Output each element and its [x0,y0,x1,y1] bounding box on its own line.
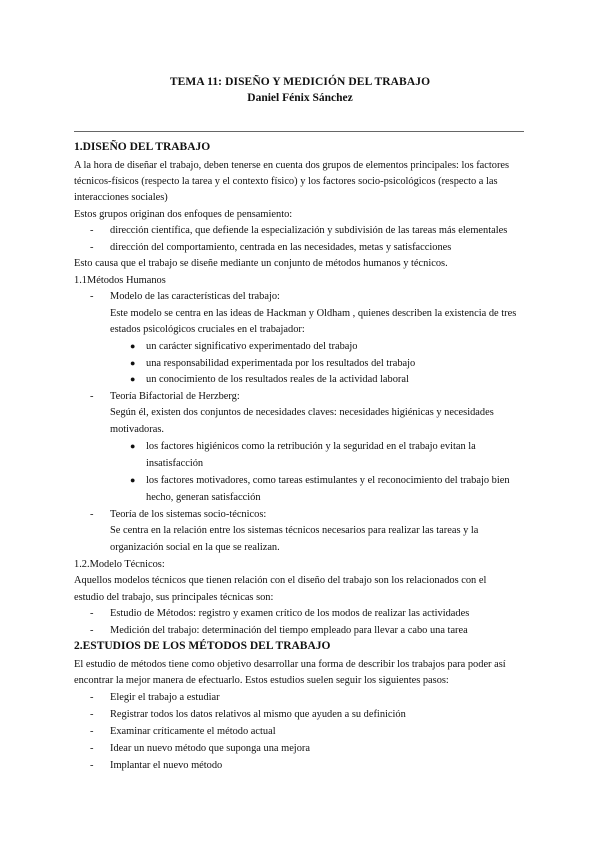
document-title: TEMA 11: DISEÑO Y MEDICIÓN DEL TRABAJO [169,76,431,88]
bullet-item: una responsabilidad experimentada por los resultados del trabajo [146,358,416,369]
bullet-item: un carácter significativo experimentado del trabajo [146,341,358,352]
paragraph-line: encontrar la mejor manera de efectuarlo. Estos estudios suelen seguir los siguientes pasos: [74,675,449,686]
dash-marker: - [90,692,94,703]
paragraph-line: Estos grupos originan dos enfoques de pensamiento: [74,209,293,220]
list-item: Estudio de Métodos: registro y examen crítico de los modos de realizar las actividades [110,608,470,619]
paragraph-line: organización social en la que se realizan. [110,542,280,553]
dash-marker: - [90,760,94,771]
list-item: dirección del comportamiento, centrada en las necesidades, metas y satisfacciones [110,242,452,253]
paragraph-line: estados psicológicos cruciales en el trabajador: [110,324,305,335]
paragraph-line: Según él, existen dos conjuntos de necesidades claves: necesidades higiénicas y necesidades [110,407,494,418]
bullet-item: hecho, generan satisfacción [146,492,261,503]
list-item: Examinar críticamente el método actual [110,726,276,737]
bullet-item: insatisfacción [146,458,204,469]
bullet-marker: ● [130,341,136,351]
paragraph-line: El estudio de métodos tiene como objetivo desarrollar una forma de describir los trabajos para poder así [74,659,506,670]
dash-marker: - [90,709,94,720]
header-divider [74,131,524,132]
bullet-marker: ● [130,475,136,485]
bullet-item: los factores motivadores, como tareas estimulantes y el reconocimiento del trabajo bien [146,475,510,486]
section-2-heading: 2.ESTUDIOS DE LOS MÉTODOS DEL TRABAJO [74,640,331,652]
paragraph-line: estudio del trabajo, sus principales técnicas son: [74,592,274,603]
list-item: Implantar el nuevo método [110,760,223,771]
bullet-item: un conocimiento de los resultados reales de la actividad laboral [146,374,409,385]
list-item-title: Teoría de los sistemas socio-técnicos: [110,509,267,520]
dash-marker: - [90,608,94,619]
dash-marker: - [90,509,94,520]
paragraph-line: Aquellos modelos técnicos que tienen relación con el diseño del trabajo son los relacionados con el [74,575,487,586]
paragraph-line: Se centra en la relación entre los sistemas técnicos necesarios para realizar las tareas y la [110,525,479,536]
dash-marker: - [90,391,94,402]
paragraph-line: interacciones sociales) [74,192,168,203]
subsection-heading: 1.2.Modelo Técnicos: [74,559,165,570]
dash-marker: - [90,625,94,636]
bullet-item: los factores higiénicos como la retribución y la seguridad en el trabajo evitan la [146,441,476,452]
paragraph-line: A la hora de diseñar el trabajo, deben tenerse en cuenta dos grupos de elementos principales: los factores [74,160,510,171]
section-1-heading: 1.DISEÑO DEL TRABAJO [74,141,211,153]
dash-marker: - [90,743,94,754]
subsection-heading: 1.1Métodos Humanos [74,275,166,286]
dash-marker: - [90,291,94,302]
paragraph-line: Este modelo se centra en las ideas de Hackman y Oldham , quienes describen la existencia de tres [110,308,517,319]
document-author: Daniel Fénix Sánchez [247,92,353,104]
list-item: Idear un nuevo método que suponga una mejora [110,743,310,754]
list-item-title: Modelo de las características del trabajo: [110,291,280,302]
bullet-marker: ● [130,374,136,384]
dash-marker: - [90,726,94,737]
bullet-marker: ● [130,358,136,368]
paragraph-line: técnicos-físicos (respecto la tarea y el contexto físico) y los factores socio-psicológicos (respecto a las [74,176,498,187]
list-item: Registrar todos los datos relativos al mismo que ayuden a su definición [110,709,406,720]
dash-marker: - [90,242,94,253]
bullet-marker: ● [130,441,136,451]
paragraph-line: Esto causa que el trabajo se diseñe mediante un conjunto de métodos humanos y técnicos. [74,258,448,269]
paragraph-line: motivadoras. [110,424,164,435]
dash-marker: - [90,225,94,236]
list-item: Elegir el trabajo a estudiar [110,692,220,703]
list-item-title: Teoría Bifactorial de Herzberg: [110,391,240,402]
list-item: dirección científica, que defiende la especialización y subdivisión de las tareas más elementales [110,225,508,236]
list-item: Medición del trabajo: determinación del tiempo empleado para llevar a cabo una tarea [110,625,468,636]
